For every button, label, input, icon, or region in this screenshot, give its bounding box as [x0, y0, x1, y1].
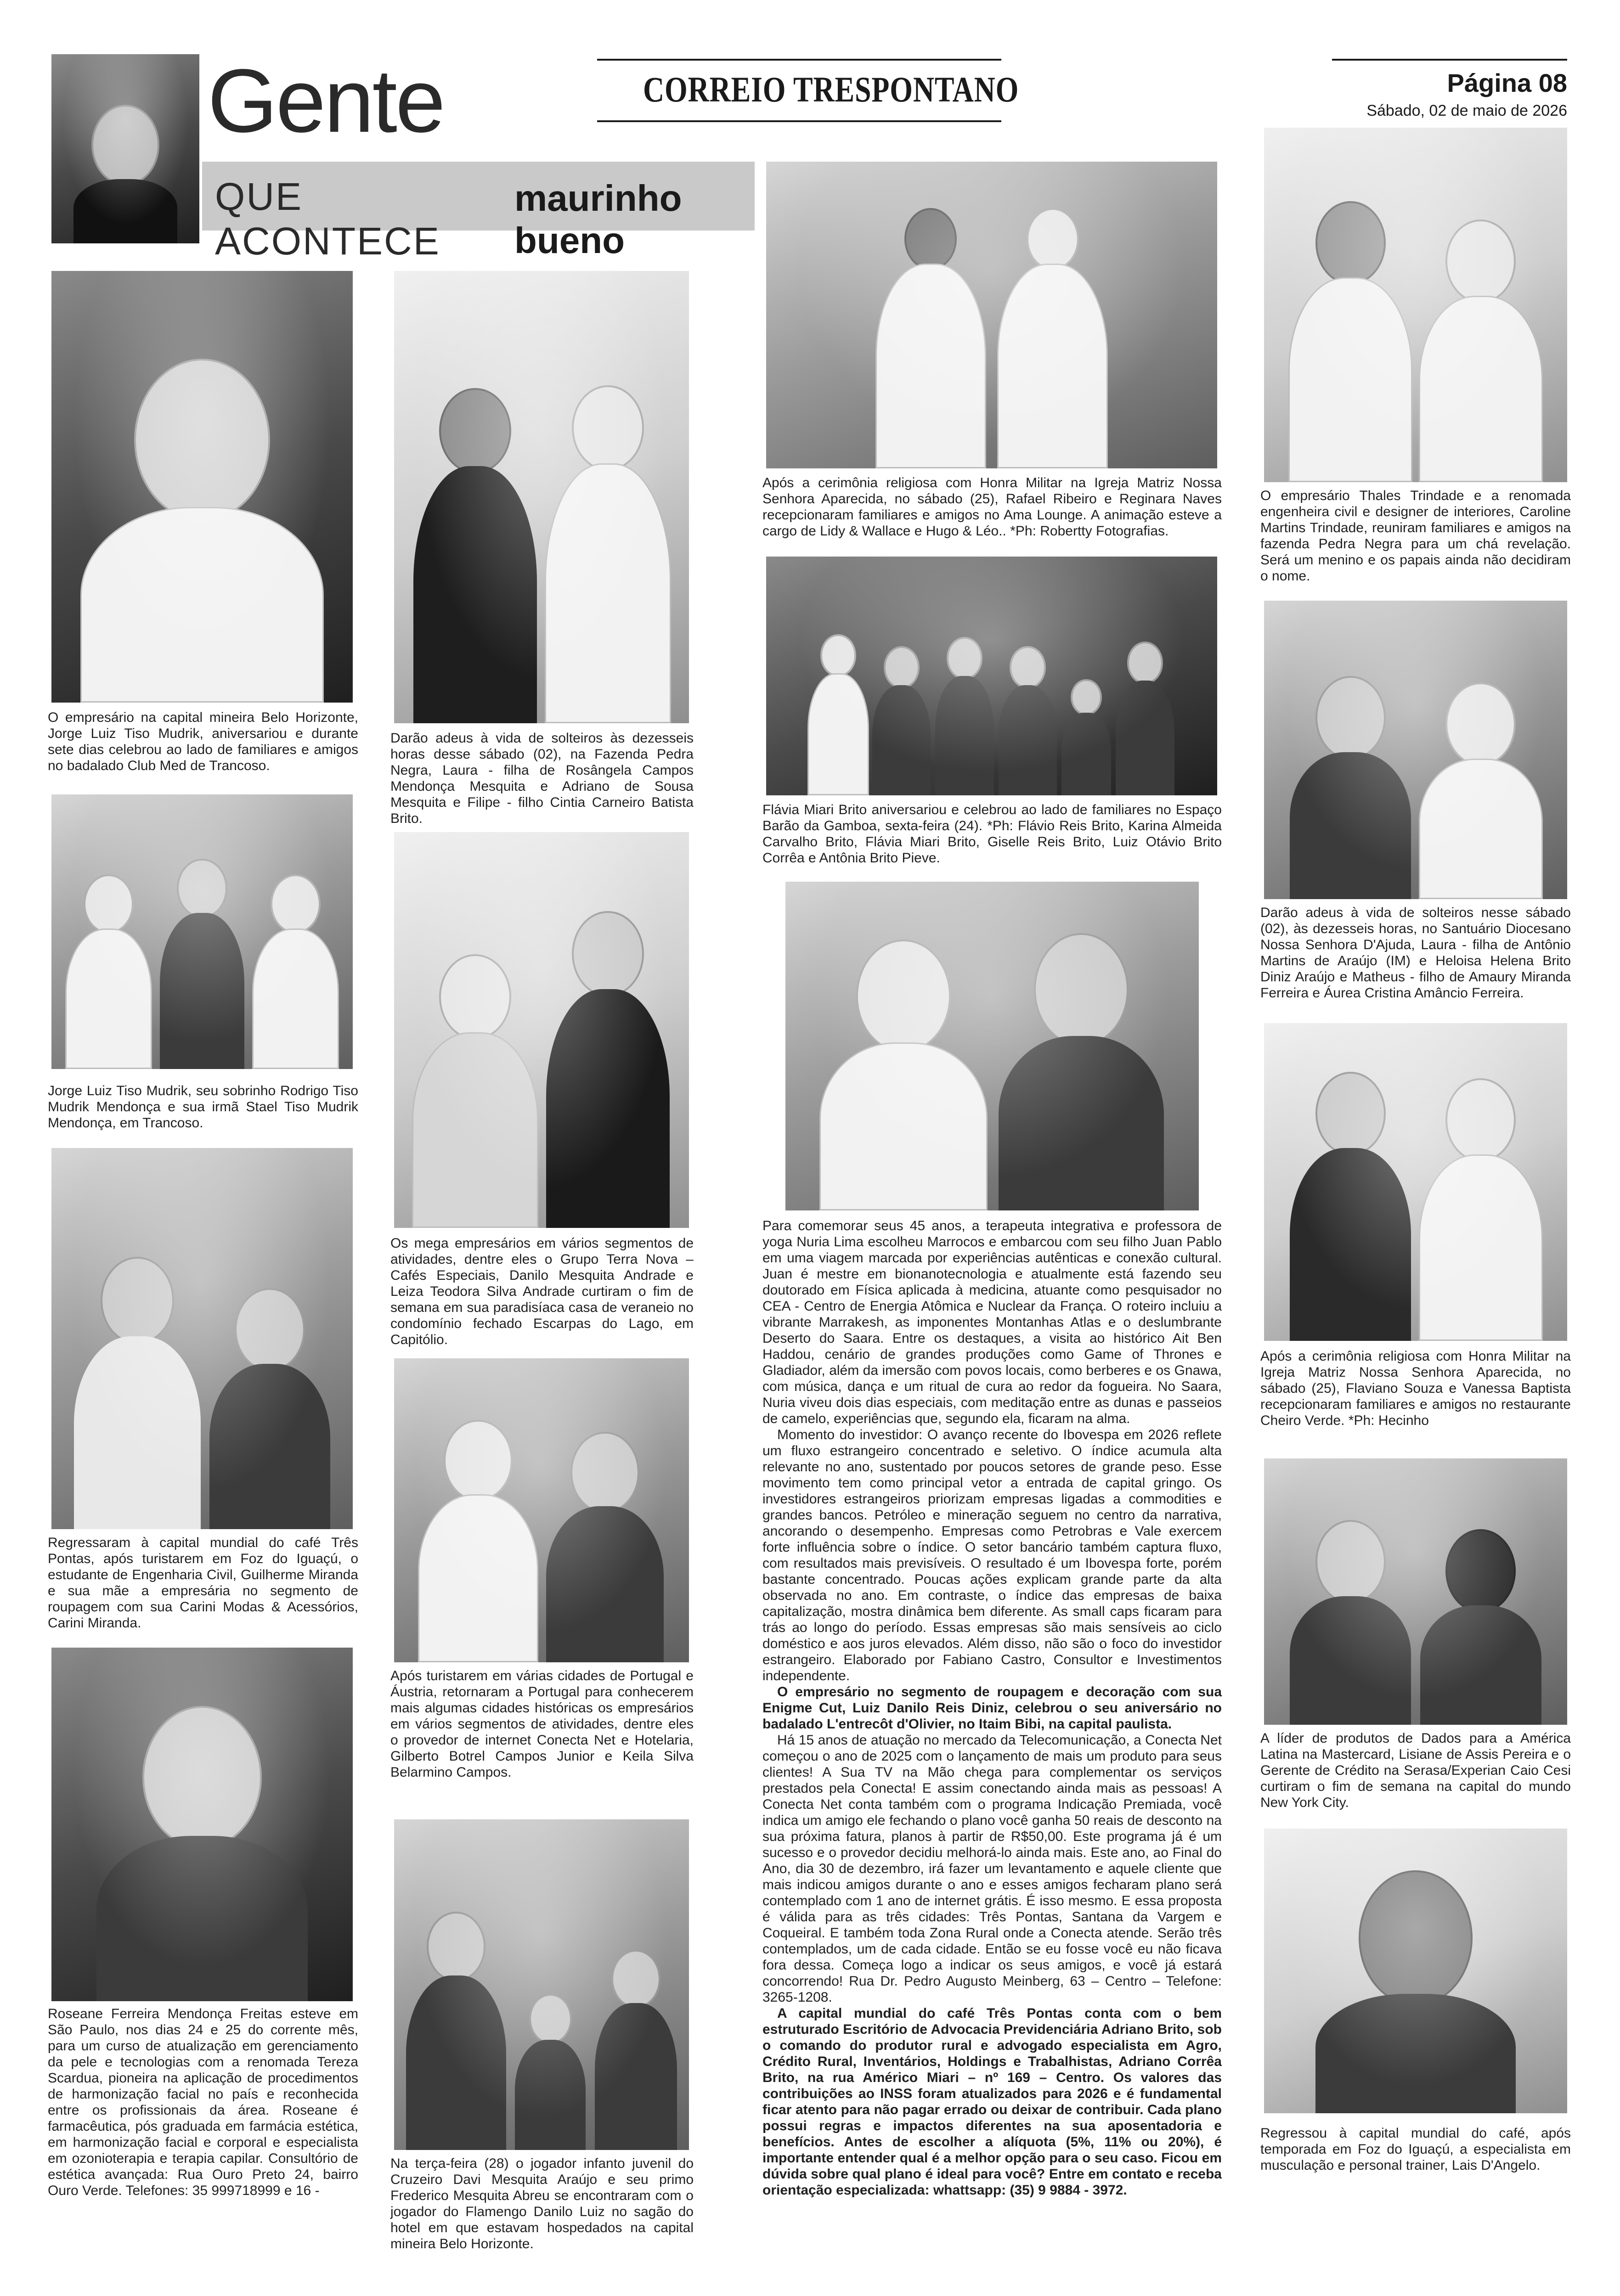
caption-roseane: Roseane Ferreira Mendonça Freitas esteve em São Paulo, nos dias 24 e 25 do corrente mês, para um curso de atualização em gerenciamento da pele e tecnologias com a renomada Tereza Scardua, pioneira na aplicação de procedimentos de harmonização facial no país e reconhecida entre os profissionais da área. Roseane é farmacêutica, pós graduada em farmácia estética, em harmonização facial e corporal e especialista em ozonioterapia e terapia capilar. Consultório de estética avançada: Rua Ouro Preto 24, bairro Ouro Verde. Telefones: 35 999718999 e 16 -: [48, 2006, 358, 2198]
caption-thales-caroline: O empresário Thales Trindade e a renomada engenheira civil e designer de interiores, Caroline Martins Trindade, reuniram familiares e amigos na fazenda Pedra Negra para um chá revelação. Será um menino e os papais ainda não decidiram o nome.: [1260, 488, 1571, 584]
article-conecta-net: Há 15 anos de atuação no mercado da Telecomunicação, a Conecta Net começou o ano de 2025 com o lançamento de mais um produto para seus clientes! A Sua TV na Mão chega para complementar os serviços prestados pela Conecta! E assim conectando ainda mais as pessoas! A Conecta Net conta também com o programa Indicação Premiada, você indica um amigo ele fechando o plano você ganha 50 reais de desconto na sua próxima fatura, planos à partir de R$50,00. Este programa já é um sucesso e o provedor decidiu melhorá-lo ainda mais. Este ano, ao Final do Ano, dia 30 de dezembro, irá fazer um levantamento e aquele cliente que mais indicou amigos durante o ano e esses amigos fecharam plano será contemplado com 1 ano de internet grátis. É isso mesmo. E essa proposta é válida para as três cidades: Três Pontas, Santana da Vargem e Coqueiral. E também toda Zona Rural onde a Conecta atende. Serão três contemplados, um de cada cidade. Então se eu fosse você eu não ficava fora dessa. Começa logo a indicar os seus amigos, e você já estará concorrendo! Rua Dr. Pedro Augusto Meinberg, 63 – Centro – Telefone: 3265-1208.: [762, 1733, 1222, 2005]
photo-davi-frederico: [394, 1819, 689, 2150]
caption-flavia-miari: Flávia Miari Brito aniversariou e celebrou ao lado de familiares no Espaço Barão da Gamboa, sexta-feira (24). *Ph: Flávio Reis Brito, Karina Almeida Carvalho Brito, Flávia Miari Brito, Giselle Reis Brito, Luiz Otávio Brito Corrêa e Antônia Brito Pieve.: [762, 802, 1222, 866]
caption-jorge-luiz: O empresário na capital mineira Belo Horizonte, Jorge Luiz Tiso Mudrik, aniversariou e durante sete dias celebrou ao lado de familiares e amigos no badalado Club Med de Trancoso.: [48, 710, 358, 773]
photo-flaviano-vanessa: [1264, 1023, 1567, 1341]
caption-lisiane-caio: A líder de produtos de Dados para a América Latina na Mastercard, Lisiane de Assis Pereira e o Gerente de Crédito na Serasa/Experian Caio Cesi curtiram o fim de semana na capital do mundo New York City.: [1260, 1731, 1571, 1810]
photo-rafael-reginara: [766, 162, 1217, 468]
caption-danilo-leiza: Os mega empresários em vários segmentos de atividades, dentre eles o Grupo Terra Nova – Cafés Especiais, Danilo Mesquita Andrade e Leiza Teodora Silva Andrade curtiram o fim de semana em sua paradisíaca casa de veraneio no condomínio fechado Escarpas do Lago, em Capitólio.: [390, 1236, 694, 1347]
photo-laura-filipe: [394, 271, 689, 723]
section-subtitle: QUE ACONTECE: [215, 175, 440, 263]
article-text: [762, 1218, 1222, 2198]
photo-danilo-leiza: [394, 832, 689, 1228]
article-adriano-brito: A capital mundial do café Três Pontas conta com o bem estruturado Escritório de Advocacia Previdenciária Adriano Brito, sob o comando do produtor rural e advogado especialista em Agro, Crédito Rural, Inventários, Holdings e Trabalhistas, Adriano Corrêa Brito, na rua Américo Miari – nº 169 – Centro. Os valores das contribuições ao INSS foram atualizados para 2026 e é fundamental ficar atento para não pagar errado ou deixar de contribuir. Cada plano possui regras e impactos diferentes na sua aposentadoria e benefícios. Antes de escolher a alíquota (5%, 11% ou 20%), é importante entender qual é a melhor opção para o seu caso. Ficou em dúvida sobre qual plano é ideal para você? Entre em contato e receba orientação especializada: whattsapp: (35) 9 9884 - 3972.: [762, 2006, 1222, 2198]
caption-lais-dangelo: Regressou à capital mundial do café, após temporada em Foz do Iguaçú, a especialista em musculação e personal trainer, Lais D'Angelo.: [1260, 2126, 1571, 2173]
page-number: Página 08: [1447, 68, 1567, 97]
article-nuria: Para comemorar seus 45 anos, a terapeuta integrativa e professora de yoga Nuria Lima escolheu Marrocos e embarcou com seu filho Juan Pablo em uma viagem marcada por experiências autênticas e conexão cultural. Juan é mestre em bionanotecnologia e atualmente está fazendo seu doutorado em Física aplicada à medicina, atuante como pesquisador no CEA - Centro de Energia Atômica e Nuclear da França. O roteiro incluiu a vibrante Marrakesh, as imponentes Montanhas Atlas e o deslumbrante Deserto do Saara. Entre os destaques, a visita ao histórico Ait Ben Haddou, cenário de grandes produções como Game of Thrones e Gladiador, além da imersão com povos locais, como berberes e os Gnawa, com música, dança e um ritual de cura ao redor da fogueira. No Saara, Nuria viveu dois dias especiais, com meditação entre as dunas e passeios de camelo, experiências que, segundo ela, ficaram na alma.: [762, 1218, 1222, 1426]
newspaper-rule-bottom: [597, 120, 1001, 122]
photo-thales-caroline: [1264, 128, 1567, 482]
photo-lisiane-caio: [1264, 1458, 1567, 1725]
caption-rafael-reginara: Após a cerimônia religiosa com Honra Militar na Igreja Matriz Nossa Senhora Aparecida, no sábado (25), Rafael Ribeiro e Reginara Naves recepcionaram familiares e amigos no Ama Lounge. A animação esteve a cargo de Lidy & Wallace e Hugo & Léo.. *Ph: Robertty Fotografias.: [762, 475, 1222, 539]
caption-flaviano-vanessa: Após a cerimônia religiosa com Honra Militar na Igreja Matriz Nossa Senhora Aparecida, no sábado (25), Flaviano Souza e Vanessa Baptista recepcionaram familiares e amigos no restaurante Cheiro Verde. *Ph: Hecinho: [1260, 1349, 1571, 1428]
page-rule: [1332, 59, 1567, 61]
page-date: Sábado, 02 de maio de 2026: [1366, 102, 1567, 119]
section-title: Gente: [208, 51, 444, 151]
newspaper-rule-top: [597, 59, 1001, 61]
article-luiz-danilo: O empresário no segmento de roupagem e decoração com sua Enigme Cut, Luiz Danilo Reis Diniz, celebrou o seu aniversário no badalado L'entrecôt d'Olivier, no Itaim Bibi, na capital paulista.: [762, 1684, 1222, 1732]
photo-lais-dangelo: [1264, 1829, 1567, 2113]
newspaper-name: CORREIO TRESPONTANO: [643, 69, 1019, 109]
columnist-portrait: [51, 54, 199, 243]
photo-miranda: [51, 1148, 353, 1529]
caption-miranda: Regressaram à capital mundial do café Três Pontas, após turistarem em Foz do Iguaçú, o estudante de Engenharia Civil, Guilherme Miranda e sua mãe a empresária no segmento de roupagem com sua Carini Modas & Acessórios, Carini Miranda.: [48, 1535, 358, 1631]
photo-mudrik-family: [51, 794, 353, 1069]
photo-flavia-miari: [766, 557, 1217, 795]
photo-gilberto-keila: [394, 1358, 689, 1662]
photo-roseane: [51, 1648, 353, 2001]
caption-laura-filipe: Darão adeus à vida de solteiros às dezesseis horas desse sábado (02), na Fazenda Pedra Negra, Laura - filha de Rosângela Campos Mendonça Mesquita e Adriano de Sousa Mesquita e Filipe - filho Cintia Carneiro Batista Brito.: [390, 731, 694, 826]
caption-mudrik-family: Jorge Luiz Tiso Mudrik, seu sobrinho Rodrigo Tiso Mudrik Mendonça e sua irmã Stael Tiso Mudrik Mendonça, em Trancoso.: [48, 1083, 358, 1131]
article-investidor: Momento do investidor: O avanço recente do Ibovespa em 2026 reflete um fluxo estrangeiro concentrado e seletivo. O índice acumula alta relevante no ano, sustentado por poucos setores de grande peso. Esse movimento tem como principal vetor a entrada de capital gringo. Os investidores estrangeiros priorizam empresas ligadas a commodities e grandes bancos. Petróleo e mineração seguem no centro da narrativa, ancorando o desempenho. Empresas como Petrobras e Vale exercem forte influência sobre o índice. O setor bancário também captura fluxo, com resultados mais previsíveis. O resultado é um Ibovespa forte, porém bastante concentrado. Poucas ações explicam grande parte da alta observada no ano. Em contraste, o índice das empresas de baixa capitalização, mostra dinâmica bem diferente. As small caps ficaram para trás ao longo do período. Essas empresas são mais sensíveis ao ciclo doméstico e aos juros elevados. Além disso, não são o foco do investidor estrangeiro. Elaborado por Fabiano Castro, Consultor e Investimentos independente.: [762, 1427, 1222, 1683]
photo-laura-matheus: [1264, 601, 1567, 899]
caption-laura-matheus: Darão adeus à vida de solteiros nesse sábado (02), às dezesseis horas, no Santuário Diocesano Nossa Senhora D'Ajuda, Laura - filha de Antônio Martins de Araújo (IM) e Heloisa Helena Brito Diniz Araújo e Matheus - filho de Amaury Miranda Ferreira e Áurea Cristina Amâncio Ferreira.: [1260, 905, 1571, 1001]
caption-davi-frederico: Na terça-feira (28) o jogador infanto juvenil do Cruzeiro Davi Mesquita Araújo e seu primo Frederico Mesquita Abreu se encontraram com o jogador do Flamengo Danilo Luiz no sagão do hotel em que estavam hospedados na capital mineira Belo Horizonte.: [390, 2156, 694, 2251]
caption-gilberto-keila: Após turistarem em várias cidades de Portugal e Áustria, retornaram a Portugal para conhecerem mais algumas cidades históricas os empresários em vários segmentos de atividades, dentre eles o provedor de internet Conecta Net e Hotelaria, Gilberto Botrel Campos Junior e Keila Silva Belarmino Campos.: [390, 1668, 694, 1780]
photo-nuria-juan: [785, 882, 1199, 1210]
columnist-name: maurinho bueno: [514, 178, 682, 261]
photo-jorge-luiz: [51, 271, 353, 703]
